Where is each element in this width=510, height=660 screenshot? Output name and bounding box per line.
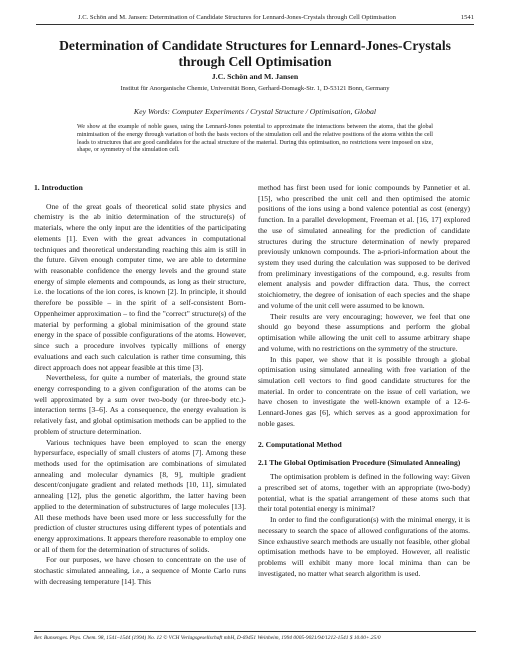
page-number: 1541: [460, 14, 474, 21]
section-heading-introduction: 1. Introduction: [34, 183, 83, 192]
authors: J.C. Schön and M. Jansen: [211, 72, 299, 81]
running-head: [78, 14, 474, 21]
affiliation: Institut für Anorganische Chemie, Universität Bonn, Gerhard-Domagk-Str. 1, D-53121 Bonn, Germany: [120, 85, 390, 92]
paragraph: The optimisation problem is defined in the following way: Given a prescribed set of atoms, together with an appropriate (two-body) potential, what is the spatial arrangement of these atoms such that their total potential energy is minimal?: [258, 472, 470, 514]
paragraph: One of the great goals of theoretical solid state physics and chemistry is the ab initio determination of the structure(s) of materials, where the only input are the identities of the participating elements [1]. Even with the great advances in computational techniques and theoretical understanding reaching this aim is still in the future. Given enough computer time, we are able to determine with reasonable confidence the energy levels and the ground state energy of simple elements and compounds, as long as their structure, i.e. the locations of the ion cores, is known [2]. In principle, it should therefore be possible – in the spirit of a self-consistent Born-Oppenheimer approximation – to find the "correct" structure(s) of the material by performing a global minimisation of the ground state energy in the space of possible configurations of the atoms. However, since such a procedure involves typically millions of energy evaluations and each such calculation is rather time consuming, this direct approach does not appear feasible at this time [3].: [34, 201, 246, 372]
paragraph: For our purposes, we have chosen to concentrate on the use of stochastic simulated annealing, i.e., a sequence of Monte Carlo runs with decreasing temperature [14]. This: [34, 555, 246, 586]
paragraph: Various techniques have been employed to scan the energy hypersurface, especially of small clusters of atoms [7]. Among these methods used for the optimisation are combinations of simulated annealing and molecular dynamics [8, 9], multiple gradient descent/conjugate gradient and related methods [10, 11], simulated annealing [12], plus the genetic algorithm, the latter having been applied to the determination of substructures of large molecules [13]. All these methods have been used more or less successfully for the prediction of cluster structures using different types of potentials and energy approximations. It appears therefore reasonable to employ one or all of them for the determination of structures of solids.: [34, 437, 246, 554]
paragraph: Their results are very encouraging; however, we feel that one should go beyond these assumptions and perform the global optimisation while allowing the unit cell to assume arbitrary shape and volume, with no restrictions on the symmetry of the structure.: [258, 311, 470, 353]
paragraph: In this paper, we show that it is possible through a global optimisation using simulated annealing with free variation of the simulation cell vectors to find good candidate structures for the material. In order to concentrate on the issue of cell variation, we have chosen to investigate the well-known example of a 12-6-Lennard-Jones gas [6], which serves as a good approximation for noble gases.: [258, 354, 470, 428]
paper-title: Determination of Candidate Structures for Lennard-Jones-Crystals through Cell Optimisation: [59, 38, 451, 69]
subsection-heading: 2.1 The Global Optimisation Procedure (Simulated Annealing): [258, 458, 461, 468]
journal-footer: Ber. Bunsenges. Phys. Chem. 98, 1541–1544 (1994) No. 12 © VCH Verlagsgesellschaft mbH, D-69451 Weinheim, 1994 0005-9021/94/1212-1541 $ 10.00+.25/0: [34, 635, 381, 641]
running-head-text: J.C. Schön and M. Jansen: Determination of Candidate Structures for Lennard-Jones-Crystals through Cell Optimisation: [78, 14, 396, 21]
keywords: Key Words: Computer Experiments / Crystal Structure / Optimisation, Global: [133, 107, 377, 116]
left-column: [34, 183, 246, 588]
section-heading-computational-method: 2. Computational Method: [258, 439, 342, 449]
header-rule: [36, 24, 474, 25]
paragraph: Nevertheless, for quite a number of materials, the ground state energy corresponding to a given configuration of the atoms can be well approximated by a sum over two-body (or three-body etc.)-interaction terms [3–6]. As a consequence, the energy evaluation is relatively fast, and global optimisation methods can be applied to the problem of structure determination.: [34, 373, 246, 436]
abstract: We show at the example of noble gases, using the Lennard-Jones potential to approximate the interactions between the atoms, that the global minimisation of the energy through variation of both the basis vectors of the simulation cell and the relative positions of the atoms within the cell leads to structures that are good candidates for the actual structure of the material. During this optimisation, no restrictions were imposed on size, shape, or symmetry of the simulation cell.: [77, 124, 433, 154]
paragraph: method has first been used for ionic compounds by Pannetier et al. [15], who prescribed the unit cell and then optimised the atomic positions of the ions using a bond valence potential as cost (energy) function. In a parallel development, Freeman et al. [16, 17] explored the use of simulated annealing for the prediction of candidate structures during the structure determination of newly prepared previously unknown compounds. The a-priori-information about the system they used during the calculation was supposed to be derived from preliminary investigations of the compound, e.g. results from element analysis and powder diffraction data. Thus, the correct stoichiometry, the degree of ionisation of each species and the shape and volume of the unit cell were assumed to be known.: [258, 183, 470, 310]
footer-rule: [34, 631, 476, 632]
paragraph: In order to find the configuration(s) with the minimal energy, it is necessary to search the space of allowed configurations of the atoms. Since exhaustive search methods are usually not feasible, other global optimisation methods have to be employed. However, all realistic problems will exhibit many more local minima than can be investigated, no matter what search algorithm is used.: [258, 515, 470, 578]
right-column: [258, 183, 470, 579]
